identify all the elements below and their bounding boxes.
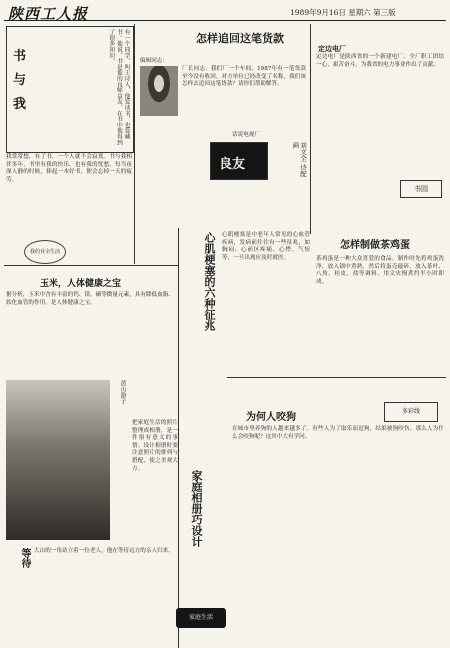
wait-title: 等待 xyxy=(19,548,30,568)
column-rule xyxy=(310,24,311,234)
cartoon-title: 良友 xyxy=(219,157,246,172)
heart-title: 心肌梗塞的六种征兆 xyxy=(203,232,216,331)
book-column-text: 有一个同学，叫王诗人，他爱读书，也爱藏书。他说，书是他的良师益友，在书中他得到了很多知识。 xyxy=(107,29,129,145)
date-line: 1989年9月16日 星期六 第三版 xyxy=(290,8,396,17)
heart-body: 心肌梗塞是中老年人常见的心血管疾病，发病前往往有一些征兆，如胸闷、心前区疼痛、心悸、气短等，一旦出现应及时就医。 xyxy=(222,232,310,261)
corn-body: 据分析，玉米中含有丰富的钙、镁、硒等微量元素，具有降低血脂、软化血管的作用，是人体健康之宝。 xyxy=(6,292,174,306)
debt-body: 厂长同志：我们厂一个车间，1987年有一笔货款至今没有收回。对方单位已经改变了名称，我们该怎样去追回这笔货款？请你们帮助解答。 xyxy=(182,66,306,88)
book-title-char: 与 xyxy=(13,73,27,88)
portrait-photo xyxy=(140,66,178,116)
stamp-badge: 我的业余生活 xyxy=(24,240,66,264)
right-heading: 定边电厂 xyxy=(318,45,346,53)
album-title: 家庭相册巧设计 xyxy=(190,470,203,547)
colorful-stamp: 多彩线 xyxy=(384,402,438,422)
book-title-char: 书 xyxy=(13,49,27,64)
corn-title: 玉米，人体健康之宝 xyxy=(40,279,122,289)
cartoon-panel xyxy=(210,142,268,180)
album-body: 把家庭生活的照片整理成相册，是一件很有意义的事情。设计相册时要注意照片的排列与搭配，使之美观大方。 xyxy=(132,420,178,472)
column-rule xyxy=(178,228,179,648)
masthead-rule xyxy=(4,20,446,21)
masthead-title: 陕西工人报 xyxy=(8,5,89,23)
book-article xyxy=(6,26,134,153)
section-rule xyxy=(227,377,446,378)
photo-caption: 黄山游子 xyxy=(119,380,126,404)
cartoon-caption: 刘文全 诗配画 xyxy=(291,142,307,177)
debt-article-title: 怎样追回这笔货款 xyxy=(196,32,284,45)
bite-title: 为何人咬狗 xyxy=(246,412,296,423)
statue-photo xyxy=(6,380,110,540)
right-top-body: 定边电厂是陕西省的一个新建电厂。全厂职工团结一心，艰苦奋斗，为我省的电力事业作出了贡献。 xyxy=(316,54,444,68)
debt-caption: 话说电视厂 xyxy=(232,132,260,138)
column-rule xyxy=(134,24,135,264)
wait-body: 大山的一角站立着一位老人，他在等待远方的亲人归来。 xyxy=(34,548,174,554)
debt-intro: 编辑同志： xyxy=(140,58,168,64)
bite-body: 在城市里养狗的人越来越多了。有些人为了取乐而逗狗，结果被狗咬伤。那么人为什么会咬狗呢？这其中大有学问。 xyxy=(232,426,444,440)
tea-egg-body: 茶鸡蛋是一种大众喜爱的食品。制作时先将鸡蛋洗净，放入锅中煮熟，然后将蛋壳敲碎，放入茶叶、八角、桂皮、盐等调料，用文火慢煮约半小时即成。 xyxy=(316,256,444,285)
section-rule xyxy=(4,265,178,266)
book-title-char: 我 xyxy=(13,97,27,112)
book-garden-logo: 书园 xyxy=(400,180,442,198)
tea-egg-title: 怎样制做茶鸡蛋 xyxy=(340,240,410,251)
book-body: 我常常想，有了书，一个人就不会寂寞。书与我相伴多年，书里有我的快乐，也有我的忧愁。每当夜深人静的时候，捧起一本好书，便会忘掉一天的疲劳。 xyxy=(6,154,132,183)
family-life-badge: 家庭生活 xyxy=(176,608,226,628)
